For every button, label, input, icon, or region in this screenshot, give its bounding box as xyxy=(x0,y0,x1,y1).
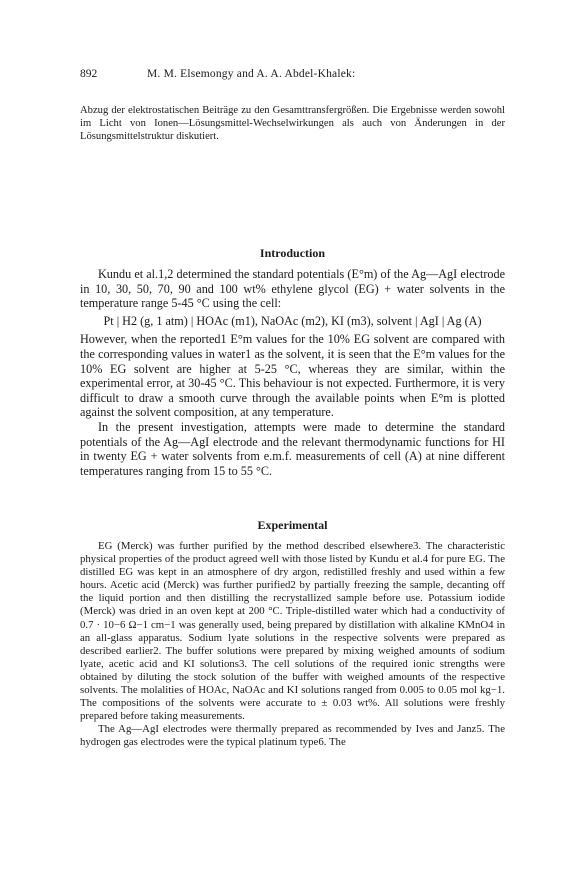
cell-equation: Pt | H2 (g, 1 atm) | HOAc (m1), NaOAc (m2), KI (m3), solvent | AgI | Ag (A) xyxy=(103,313,482,328)
abstract-continuation: Abzug der elektrostatischen Beiträge zu den Gesamttransfergrößen. Die Ergebnisse werden sowohl im Licht von Ionen—Lösungsmittel-Wechselwirkungen als auch von Änderungen in der Lösungsmittelstruktur diskutiert. xyxy=(80,105,505,143)
intro-paragraph-2: However, when the reported1 E°m values for the 10% EG solvent are compared with the corresponding values in water1 as the solvent, it is seen that the E°m values for the 10% EG solvent are higher at 5-25 °C, whereas they are similar, within the experimental error, at 30-45 °C. This behaviour is not expected. Furthermore, it is very difficult to draw a smooth curve through the available points when E°m is plotted against the solvent composition, at any temperature. xyxy=(80,332,505,420)
running-head: M. M. Elsemongy and A. A. Abdel-Khalek: xyxy=(147,68,356,80)
experimental-paragraph-2: The Ag—AgI electrodes were thermally prepared as recommended by Ives and Janz5. The hydrogen gas electrodes were the typical platinum type6. The xyxy=(80,723,505,749)
experimental-heading: Experimental xyxy=(257,518,328,532)
intro-paragraph-3: In the present investigation, attempts were made to determine the standard potentials of the Ag—AgI electrode and the relevant thermodynamic functions for HI in twenty EG + water solvents from e.m.f. measurements of cell (A) at nine different temperatures ranging from 15 to 55 °C. xyxy=(80,419,505,478)
intro-paragraph-1: Kundu et al.1,2 determined the standard potentials (E°m) of the Ag—AgI electrode in 10, 30, 50, 70, 90 and 100 wt% ethylene glycol (EG) + water solvents in the temperature range 5-45 °C using the cell: xyxy=(80,267,505,311)
introduction-section xyxy=(80,267,505,478)
introduction-heading: Introduction xyxy=(259,246,326,260)
experimental-paragraph-1: EG (Merck) was further purified by the method described elsewhere3. The characteristic physical properties of the product agreed well with those listed by Kundu et al.4 for pure EG. The distilled EG was kept in an atmosphere of dry argon, redistilled freshly and used within a few hours. Acetic acid (Merck) was further purified2 by partially freezing the sample, decanting off the liquid portion and then distilling the recrystallized sample before use. Potassium iodide (Merck) was dried in an oven kept at 200 °C. Triple-distilled water which had a conductivity of 0.7 · 10−6 Ω−1 cm−1 was generally used, being prepared by distillation with alkaline KMnO4 in an all-glass apparatus. Sodium lyate solutions in the respective solvents were prepared as described earlier2. The buffer solutions were prepared by mixing weighed amounts of sodium lyate, acetic acid and KI solutions3. The cell solutions of the required ionic strengths were obtained by diluting the stock solution of the buffer with weighed amounts of the respective solvents. The molalities of HOAc, NaOAc and KI solutions ranged from 0.005 to 0.05 mol kg−1. The compositions of the solvents were accurate to ± 0.03 wt%. All solutions were freshly prepared before taking measurements. xyxy=(80,540,505,723)
experimental-section xyxy=(80,540,505,750)
page-number: 892 xyxy=(80,68,98,80)
